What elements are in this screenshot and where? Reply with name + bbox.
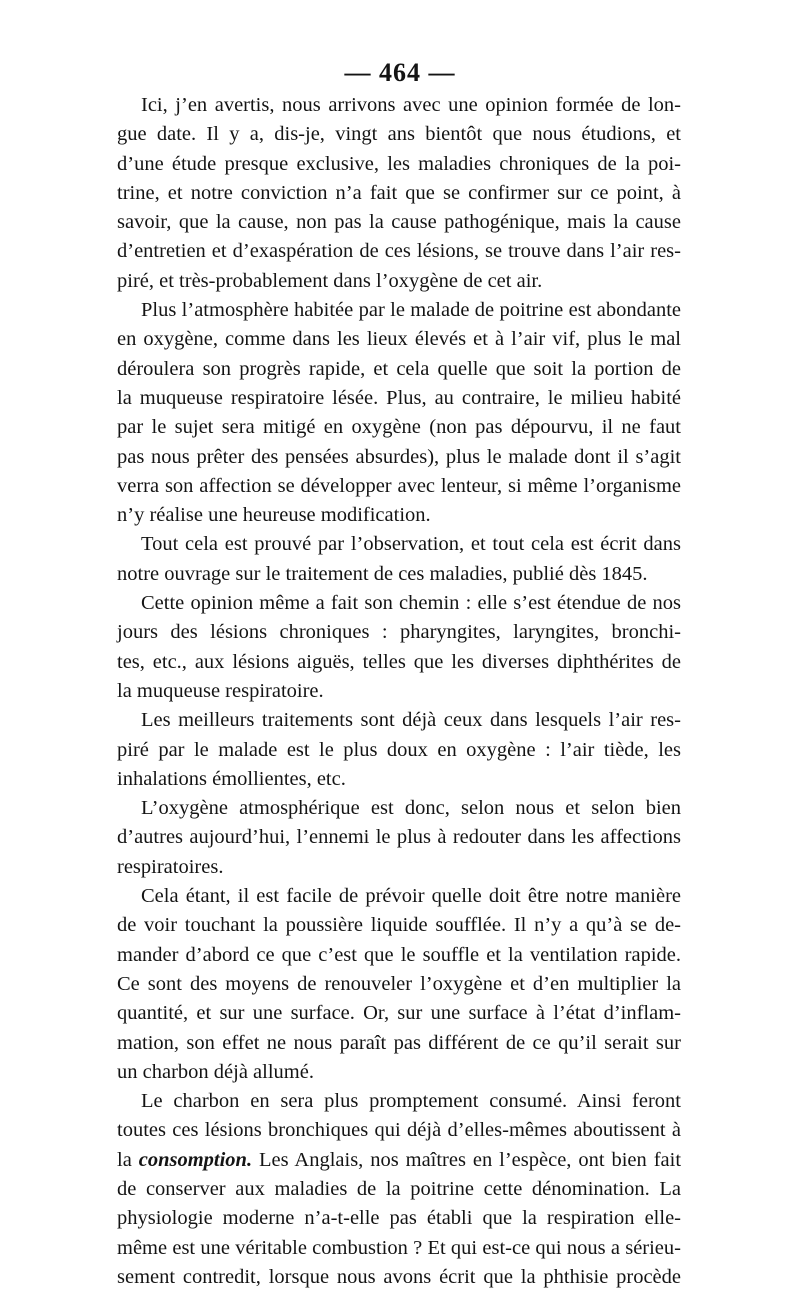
text-line: piré, et très-probablement dans l’oxygène de cet air. xyxy=(117,269,543,292)
text-line: sement contredit, lorsque nous avons écrit que la phthisie procède xyxy=(117,1265,681,1288)
text-line: jours des lésions chroniques : pharyngites, laryngites, bronchi- xyxy=(117,621,681,644)
paragraph xyxy=(117,296,681,530)
text-line: L’oxygène atmosphérique est donc, selon nous et selon bien xyxy=(141,797,681,820)
paragraph xyxy=(117,706,681,794)
text-line: pas nous prêter des pensées absurdes), plus le malade dont il s’agit xyxy=(117,445,681,468)
text-line: Ici, j’en avertis, nous arrivons avec une opinion formée de lon- xyxy=(141,94,681,116)
text-line: Plus l’atmosphère habitée par le malade de poitrine est abondante xyxy=(141,299,681,322)
text-line: notre ouvrage sur le traitement de ces maladies, publié dès 1845. xyxy=(117,562,648,585)
text-line: quantité, et sur une surface. Or, sur une surface à l’état d’inflam- xyxy=(117,1002,681,1025)
paragraph xyxy=(117,91,681,296)
emphasized-word: consomption. xyxy=(138,1148,253,1171)
text-line: respiratoires. xyxy=(117,855,224,878)
text-line: gue date. Il y a, dis-je, vingt ans bientôt que nous étudions, et xyxy=(117,123,681,146)
closing-lines xyxy=(117,1175,681,1292)
text-line: la muqueuse respiratoire. xyxy=(117,679,324,702)
paragraph xyxy=(117,530,681,589)
body-text xyxy=(117,91,681,1292)
text-line: inhalations émollientes, etc. xyxy=(117,767,346,790)
text-line: n’y réalise une heureuse modification. xyxy=(117,504,431,527)
text-line-consomption xyxy=(117,1146,681,1175)
text-line: piré par le malade est le plus doux en oxygène : l’air tiède, les xyxy=(117,738,681,761)
text-fragment: la xyxy=(117,1148,139,1171)
text-line: Cela étant, il est facile de prévoir quelle doit être notre manière xyxy=(141,885,681,908)
text-line: Le charbon en sera plus promptement consumé. Ainsi feront xyxy=(141,1090,681,1113)
text-line: même est une véritable combustion ? Et qui est-ce qui nous a sérieu- xyxy=(117,1236,681,1259)
text-line: verra son affection se développer avec lenteur, si même l’organisme xyxy=(117,474,681,497)
text-line: tes, etc., aux lésions aiguës, telles que les diverses diphthérites de xyxy=(117,650,681,673)
text-line: en oxygène, comme dans les lieux élevés et à l’air vif, plus le mal xyxy=(117,328,681,351)
text-line: mander d’abord ce que c’est que le souffle et la ventilation rapide. xyxy=(117,943,681,966)
text-line: Ce sont des moyens de renouveler l’oxygène et d’en multiplier la xyxy=(117,972,681,995)
text-line: la muqueuse respiratoire lésée. Plus, au contraire, le milieu habité xyxy=(117,386,681,409)
text-line: par le sujet sera mitigé en oxygène (non pas dépourvu, il ne faut xyxy=(117,416,681,439)
text-line: Tout cela est prouvé par l’observation, et tout cela est écrit dans xyxy=(141,533,681,556)
text-line: d’une étude presque exclusive, les maladies chroniques de la poi- xyxy=(117,152,681,175)
text-line: d’autres aujourd’hui, l’ennemi le plus à redouter dans les affections xyxy=(117,826,681,849)
text-fragment: Les Anglais, nos maîtres en l’espèce, ont bien fait xyxy=(252,1148,682,1171)
text-line: un charbon déjà allumé. xyxy=(117,1060,314,1083)
page-number: — 464 — xyxy=(344,58,456,87)
paragraph xyxy=(117,1087,681,1146)
text-line: d’entretien et d’exaspération de ces lésions, se trouve dans l’air res- xyxy=(117,240,681,263)
text-line: Cette opinion même a fait son chemin : elle s’est étendue de nos xyxy=(141,592,681,615)
text-line: toutes ces lésions bronchiques qui déjà d’elles-mêmes aboutissent à xyxy=(117,1119,681,1142)
text-line: mation, son effet ne nous paraît pas différent de ce qu’il serait sur xyxy=(117,1031,681,1054)
text-line: Les meilleurs traitements sont déjà ceux dans lesquels l’air res- xyxy=(141,709,681,732)
text-line: savoir, que la cause, non pas la cause pathogénique, mais la cause xyxy=(117,211,681,234)
text-line: déroulera son progrès rapide, et cela quelle que soit la portion de xyxy=(117,357,681,380)
text-line: de conserver aux maladies de la poitrine cette dénomination. La xyxy=(117,1177,681,1200)
text-line: de voir touchant la poussière liquide soufflée. Il n’y a qu’à se de- xyxy=(117,914,681,937)
paragraph xyxy=(117,882,681,1087)
text-line: trine, et notre conviction n’a fait que se confirmer sur ce point, à xyxy=(117,181,681,204)
text-line: physiologie moderne n’a-t-elle pas établi que la respiration elle- xyxy=(117,1207,681,1230)
paragraph xyxy=(117,794,681,882)
paragraph-list xyxy=(117,91,681,1146)
paragraph xyxy=(117,589,681,706)
